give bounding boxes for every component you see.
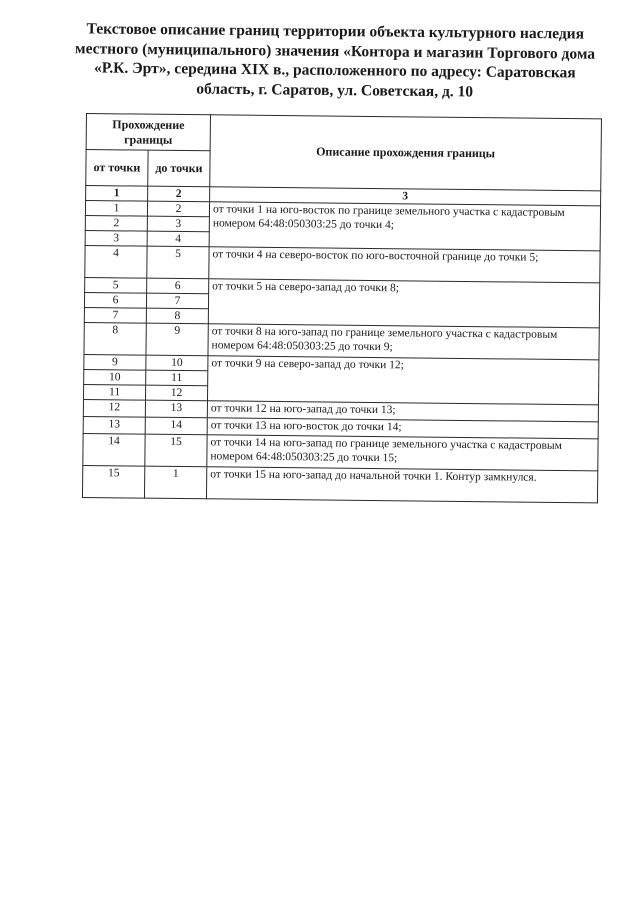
column-number: 3 xyxy=(210,187,601,206)
to-point-cell: 5 xyxy=(147,246,209,279)
from-point-cell: 2 xyxy=(85,215,147,231)
to-point-cell: 1 xyxy=(144,466,206,499)
boundary-table xyxy=(82,113,602,503)
table-row xyxy=(84,322,599,359)
from-point-cell: 9 xyxy=(84,354,146,370)
from-point-cell: 3 xyxy=(85,230,147,246)
to-point-cell: 4 xyxy=(147,231,209,247)
from-point-cell: 1 xyxy=(85,201,147,217)
description-cell: от точки 5 на северо-запад до точки 8; xyxy=(208,279,599,328)
description-cell: от точки 9 на северо-запад до точки 12; xyxy=(208,356,599,405)
description-cell: от точки 14 на юго-запад по границе земельного участка с кадастровым номером 64:48:050303:25 до точки 15; xyxy=(207,435,598,471)
from-point-cell: 5 xyxy=(85,277,147,293)
boundary-table-container xyxy=(82,113,601,503)
to-point-cell: 12 xyxy=(145,385,207,401)
from-point-cell: 7 xyxy=(84,307,146,323)
table-row xyxy=(85,245,600,282)
from-point-cell: 12 xyxy=(83,399,145,417)
to-point-cell: 2 xyxy=(147,201,209,217)
column-number: 2 xyxy=(148,186,210,202)
title-line: область, г. Саратов, ул. Советская, д. 10 xyxy=(196,80,474,100)
title-line: местного (муниципального) значения «Контора и магазин Торгового дома xyxy=(75,39,596,63)
header-description: Описание прохождения границы xyxy=(210,115,602,191)
from-point-cell: 10 xyxy=(84,369,146,385)
to-point-cell: 3 xyxy=(147,216,209,232)
to-point-cell: 14 xyxy=(145,417,207,435)
table-row xyxy=(83,433,598,470)
header-boundary-passage: Прохождение границы xyxy=(86,114,210,151)
to-point-cell: 6 xyxy=(147,278,209,294)
table-row xyxy=(82,465,597,502)
to-point-cell: 9 xyxy=(146,323,208,356)
description-cell: от точки 1 на юго-восток по границе земельного участка с кадастровым номером 64:48:050303:25 до точки 4; xyxy=(209,202,600,251)
header-to-point: до точки xyxy=(148,150,210,187)
description-cell: от точки 13 на юго-восток до точки 14; xyxy=(207,418,598,439)
to-point-cell: 15 xyxy=(145,434,207,467)
column-number: 1 xyxy=(86,186,148,202)
to-point-cell: 7 xyxy=(146,293,208,309)
description-cell: от точки 8 на юго-запад по границе земельного участка с кадастровым номером 64:48:050303:25 до точки 9; xyxy=(208,324,599,360)
description-cell: от точки 12 на юго-запад до точки 13; xyxy=(207,401,598,422)
description-cell: от точки 4 на северо-восток по юго-восточной границе до точки 5; xyxy=(209,247,600,283)
from-point-cell: 11 xyxy=(83,384,145,400)
header-from-point: от точки xyxy=(86,150,148,187)
from-point-cell: 6 xyxy=(84,292,146,308)
to-point-cell: 11 xyxy=(146,370,208,386)
to-point-cell: 8 xyxy=(146,308,208,324)
title-line: Текстовое описание границ территории объекта культурного наследия xyxy=(86,20,585,43)
document-title xyxy=(70,19,601,103)
from-point-cell: 14 xyxy=(83,433,145,466)
from-point-cell: 13 xyxy=(83,416,145,434)
description-cell: от точки 15 на юго-запад до начальной точки 1. Контур замкнулся. xyxy=(206,467,597,503)
from-point-cell: 8 xyxy=(84,322,146,355)
to-point-cell: 13 xyxy=(145,400,207,418)
to-point-cell: 10 xyxy=(146,355,208,371)
from-point-cell: 4 xyxy=(85,245,147,278)
title-line: «Р.К. Эрт», середина XIX в., расположенного по адресу: Саратовская xyxy=(93,59,576,82)
from-point-cell: 15 xyxy=(82,465,144,498)
